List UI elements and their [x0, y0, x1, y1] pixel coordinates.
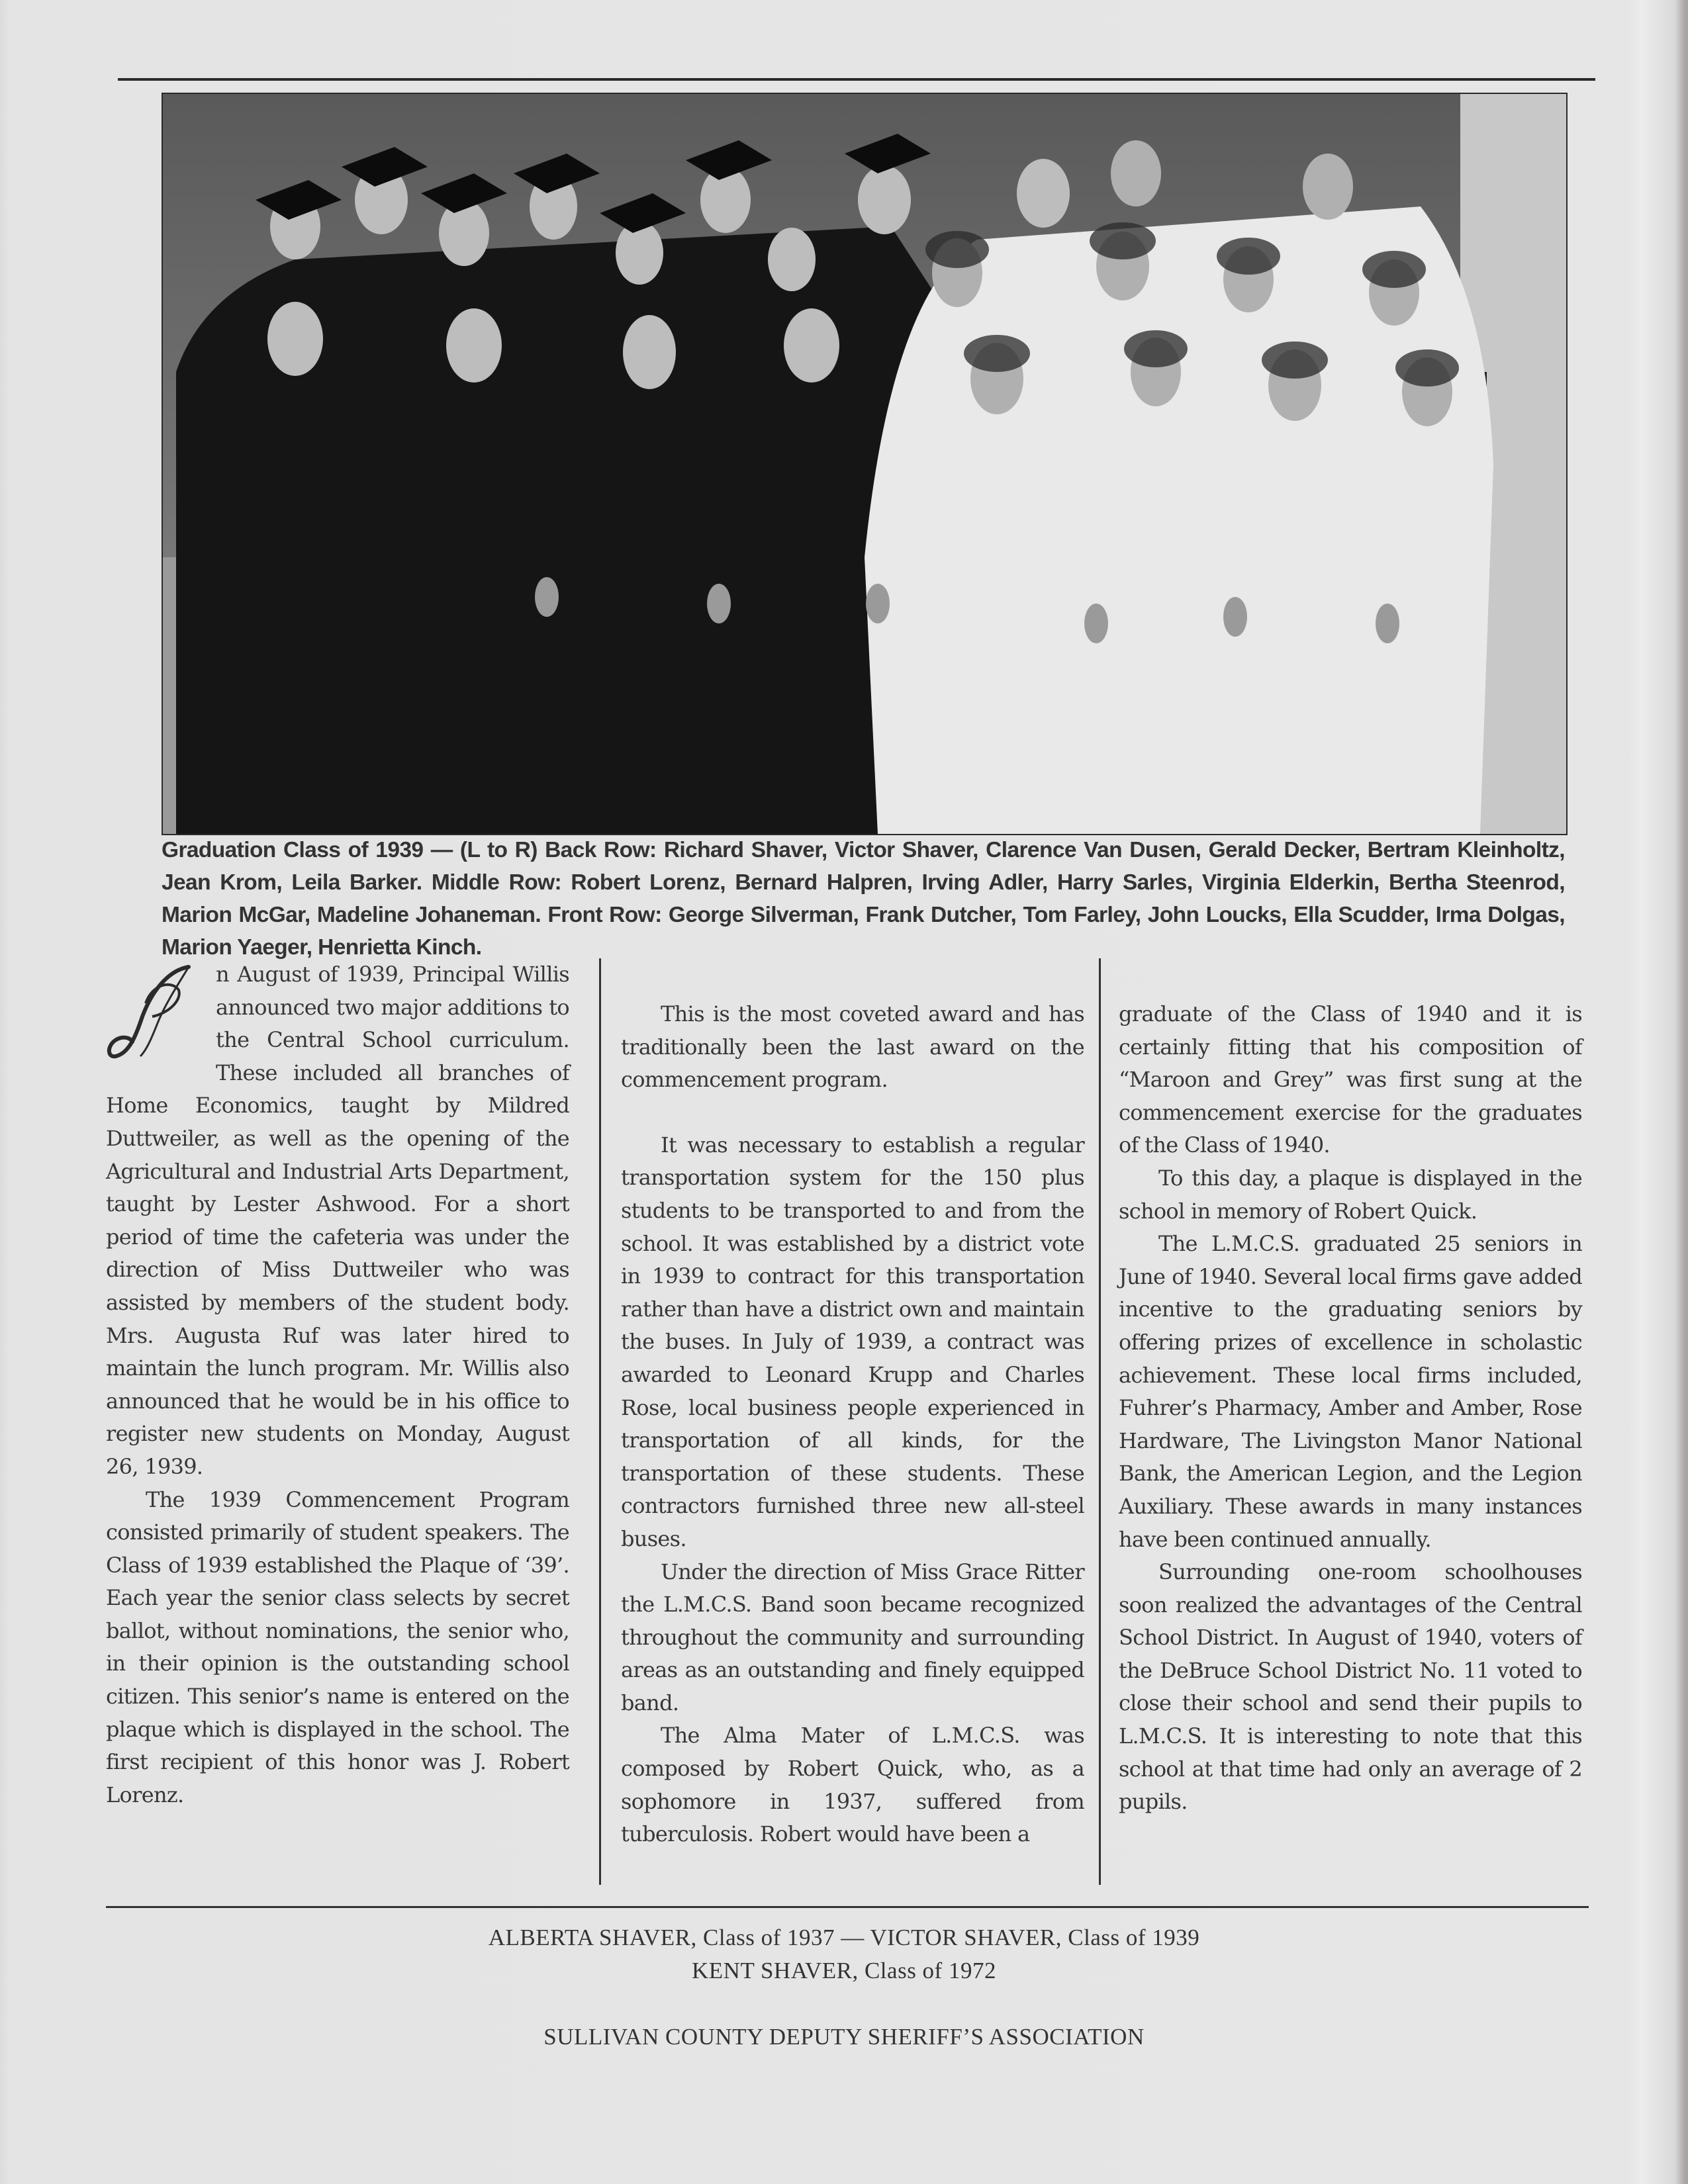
- article-paragraph: Under the direction of Miss Grace Ritter the L.M.C.S. Band soon became recognized throughout the community and surrounding areas as an outstanding and finely equipped band.: [621, 1559, 1084, 1715]
- article-paragraph: The L.M.C.S. graduated 25 seniors in June of 1940. Several local firms gave added incentive to the graduating seniors by offering prizes of excellence in scholastic achievement. These local firms included, Fuhrer’s Pharmacy, Amber and Amber, Rose Hardware, The Livingston Manor National Bank, the American Legion, and the Legion Auxiliary. These awards in many instances have been continued annually.: [1119, 1231, 1582, 1552]
- article-paragraph: n August of 1939, Principal Willis announced two major additions to the Central School curriculum. These included all branches of Home Economics, taught by Mildred Duttweiler, as well as the opening of the Agricultural and Industrial Arts Department, taught by Lester Ashwood. For a short period of time the cafeteria was under the direction of Miss Duttweiler who was assisted by members of the student body. Mrs. Augusta Ruf was later hired to maintain the lunch program. Mr. Willis also announced that he would be in his office to register new students on Monday, August 26, 1939.: [106, 962, 569, 1479]
- caption-middle-row-label: Middle Row:: [431, 870, 571, 895]
- article-columns: [106, 958, 1589, 1893]
- organization-name: SULLIVAN COUNTY DEPUTY SHERIFF’S ASSOCIATION: [543, 2024, 1145, 2050]
- article-column-2: [621, 958, 1084, 1851]
- caption-title: Graduation Class of 1939 — (L to R): [162, 838, 545, 862]
- caption-middle-row: Robert Lorenz, Bernard Halpren, Irving Adler, Harry Sarles, Virginia Elderkin, Bertha Steenrod, Marion McGar, Madeline Johaneman.: [162, 870, 1565, 927]
- article-paragraph: This is the most coveted award and has traditionally been the last award on the commencement program.: [621, 1001, 1084, 1093]
- article-paragraph: The 1939 Commencement Program consisted primarily of student speakers. The Class of 1939 established the Plaque of ‘39’. Each year the senior class selects by secret ballot, without nominations, the senior who, in their opinion is the outstanding school citizen. This senior’s name is entered on the plaque which is displayed in the school. The first recipient of this honor was J. Robert Lorenz.: [106, 1486, 569, 1807]
- photo-illustration: [163, 94, 1566, 834]
- column-divider: [599, 958, 601, 1885]
- article-paragraph: The Alma Mater of L.M.C.S. was composed by Robert Quick, who, as a sophomore in 1937, suffered from tuberculosis. Robert would have been a: [621, 1723, 1084, 1847]
- sponsor-line-1: ALBERTA SHAVER, Class of 1937 — VICTOR SHAVER, Class of 1939: [488, 1925, 1200, 1950]
- caption-front-row: George Silverman, Frank Dutcher, Tom Farley, John Loucks, Ella Scudder, Irma Dolgas, Marion Yaeger, Henrietta Kinch.: [162, 903, 1566, 960]
- drop-cap-script-i-icon: [106, 964, 205, 1063]
- sponsor-line-2: KENT SHAVER, Class of 1972: [692, 1958, 996, 1983]
- graduation-class-photo: [162, 93, 1568, 835]
- article-paragraph: Surrounding one-room schoolhouses soon realized the advantages of the Central School District. In August of 1940, voters of the DeBruce School District No. 11 voted to close their school and send their pupils to L.M.C.S. It is interesting to note that this school at that time had only an average of 2 pupils.: [1119, 1559, 1582, 1815]
- column-divider: [1099, 958, 1101, 1885]
- article-column-1: [106, 958, 569, 1811]
- photo-caption: [162, 834, 1565, 964]
- article-paragraph: To this day, a plaque is displayed in the school in memory of Robert Quick.: [1119, 1165, 1582, 1224]
- top-rule: [118, 78, 1595, 81]
- article-paragraph: It was necessary to establish a regular transportation system for the 150 plus students to be transported to and from the school. It was established by a district vote in 1939 to contract for this transportation rather than have a district own and maintain the buses. In July of 1939, a contract was awarded to Leonard Krupp and Charles Rose, local business people experienced in transportation of all kinds, for the transportation of these students. These contractors furnished three new all-steel buses.: [621, 1132, 1084, 1551]
- steps: [163, 557, 176, 834]
- caption-back-row: Richard Shaver, Victor Shaver, Clarence Van Dusen, Gerald Decker, Bertram Kleinholtz, Jean Krom, Leila Barker.: [162, 838, 1565, 895]
- caption-back-row-label: Back Row:: [545, 838, 664, 862]
- bottom-rule: [106, 1906, 1589, 1908]
- article-column-3: [1119, 958, 1582, 1819]
- caption-front-row-label: Front Row:: [547, 903, 669, 927]
- article-paragraph: graduate of the Class of 1940 and it is certainly fitting that his composition of “Maroon and Grey” was first sung at the commencement exercise for the graduates of the Class of 1940.: [1119, 1001, 1582, 1158]
